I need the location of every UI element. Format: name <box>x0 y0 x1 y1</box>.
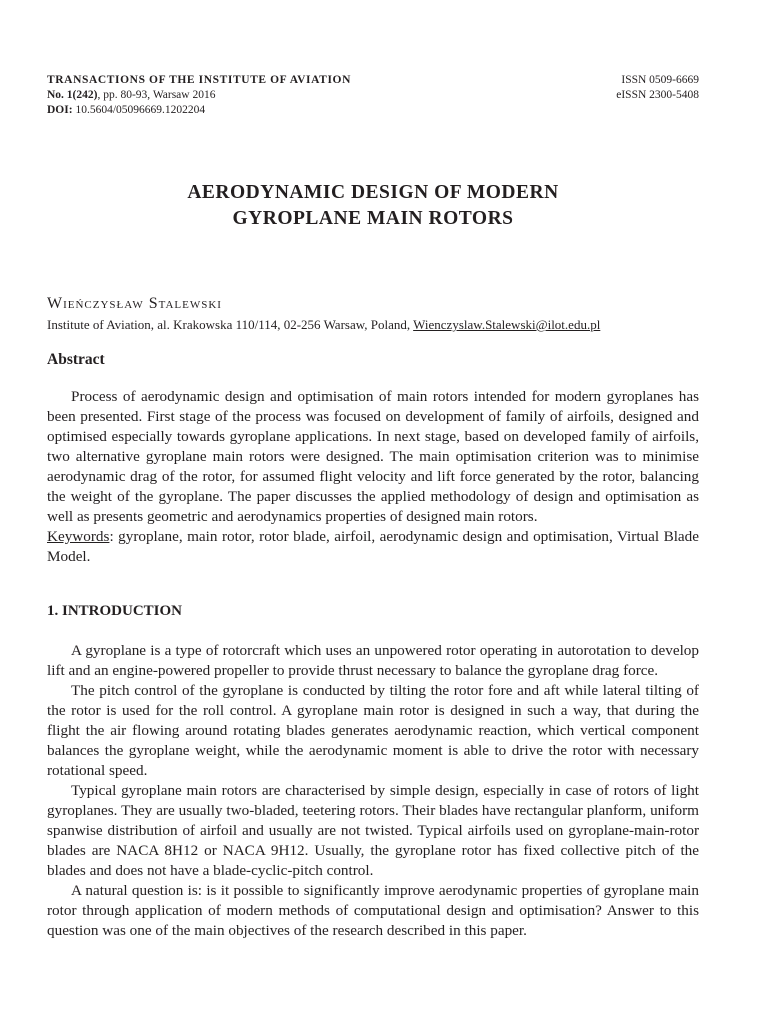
introduction-body <box>47 641 699 941</box>
doi-value: 10.5604/05096669.1202204 <box>72 104 206 116</box>
title-line-2: GYROPLANE MAIN ROTORS <box>232 208 514 229</box>
journal-name: TRANSACTIONS OF THE INSTITUTE OF AVIATION <box>47 74 351 86</box>
doi-line <box>47 103 351 118</box>
issue-number: No. 1(242) <box>47 89 98 101</box>
author-affiliation <box>47 317 600 333</box>
intro-paragraph: A gyroplane is a type of rotorcraft which uses an unpowered rotor operating in autorotation to develop lift and an engine-powered propeller to provide thrust necessary to balance the gyroplane drag force. <box>47 642 699 679</box>
paper-title <box>47 180 699 232</box>
abstract-body <box>47 387 699 567</box>
keywords-text: : gyroplane, main rotor, rotor blade, airfoil, aerodynamic design and optimisation, Virtual Blade Model. <box>47 528 699 565</box>
author-email-link[interactable]: Wienczyslaw.Stalewski@ilot.edu.pl <box>413 317 601 332</box>
intro-paragraph: The pitch control of the gyroplane is conducted by tilting the rotor fore and aft while lateral tilting of the rotor is used for the roll control. A gyroplane main rotor is designed in such a way, that during the flight the air flowing around rotating blades generates aerodynamic reaction, which vertical component balances the gyroplane weight, while the aerodynamic moment is able to drive the rotor with necessary rotational speed. <box>47 682 699 779</box>
keywords-label: Keywords <box>47 528 110 545</box>
doi-label: DOI: <box>47 104 73 116</box>
issue-pages: , pp. 80-93, Warsaw 2016 <box>97 89 216 101</box>
journal-header <box>47 73 699 118</box>
journal-info <box>47 73 351 118</box>
intro-paragraph: A natural question is: is it possible to significantly improve aerodynamic properties of gyroplane main rotor through application of modern methods of computational design and optimisation? Answer to this question was one of the main objectives of the research described in this paper. <box>47 882 699 939</box>
author-name: Wieńczysław Stalewski <box>47 295 222 312</box>
issn: ISSN 0509-6669 <box>621 74 699 86</box>
introduction-heading: 1. INTRODUCTION <box>47 603 183 619</box>
issn-info <box>616 73 699 103</box>
eissn: eISSN 2300-5408 <box>616 89 699 101</box>
abstract-heading: Abstract <box>47 351 105 368</box>
keywords-line <box>47 527 699 567</box>
title-line-1: AERODYNAMIC DESIGN OF MODERN <box>187 182 559 203</box>
issue-line <box>47 88 351 103</box>
intro-paragraph: Typical gyroplane main rotors are characterised by simple design, especially in case of rotors of light gyroplanes. They are usually two-bladed, teetering rotors. Their blades have rectangular planform, uniform spanwise distribution of airfoil and usually are not twisted. Typical airfoils used on gyroplane-main-rotor blades are NACA 8H12 or NACA 9H12. Usually, the gyroplane rotor has fixed collective pitch of the blades and does not have a blade-cyclic-pitch control. <box>47 782 699 879</box>
abstract-text: Process of aerodynamic design and optimisation of main rotors intended for modern gyroplanes has been presented. First stage of the process was focused on development of family of airfoils, designed and optimised especially towards gyroplane applications. In next stage, based on developed family of airfoils, two alternative gyroplane main rotors were designed. The main optimisation criterion was to minimise aerodynamic drag of the rotor, for assumed flight velocity and lift force generated by the rotor, balancing the weight of the gyroplane. The paper discusses the applied methodology of design and optimisation as well as presents geometric and aerodynamics properties of designed main rotors. <box>47 388 699 525</box>
affiliation-text: Institute of Aviation, al. Krakowska 110/114, 02-256 Warsaw, Poland, <box>47 317 414 332</box>
